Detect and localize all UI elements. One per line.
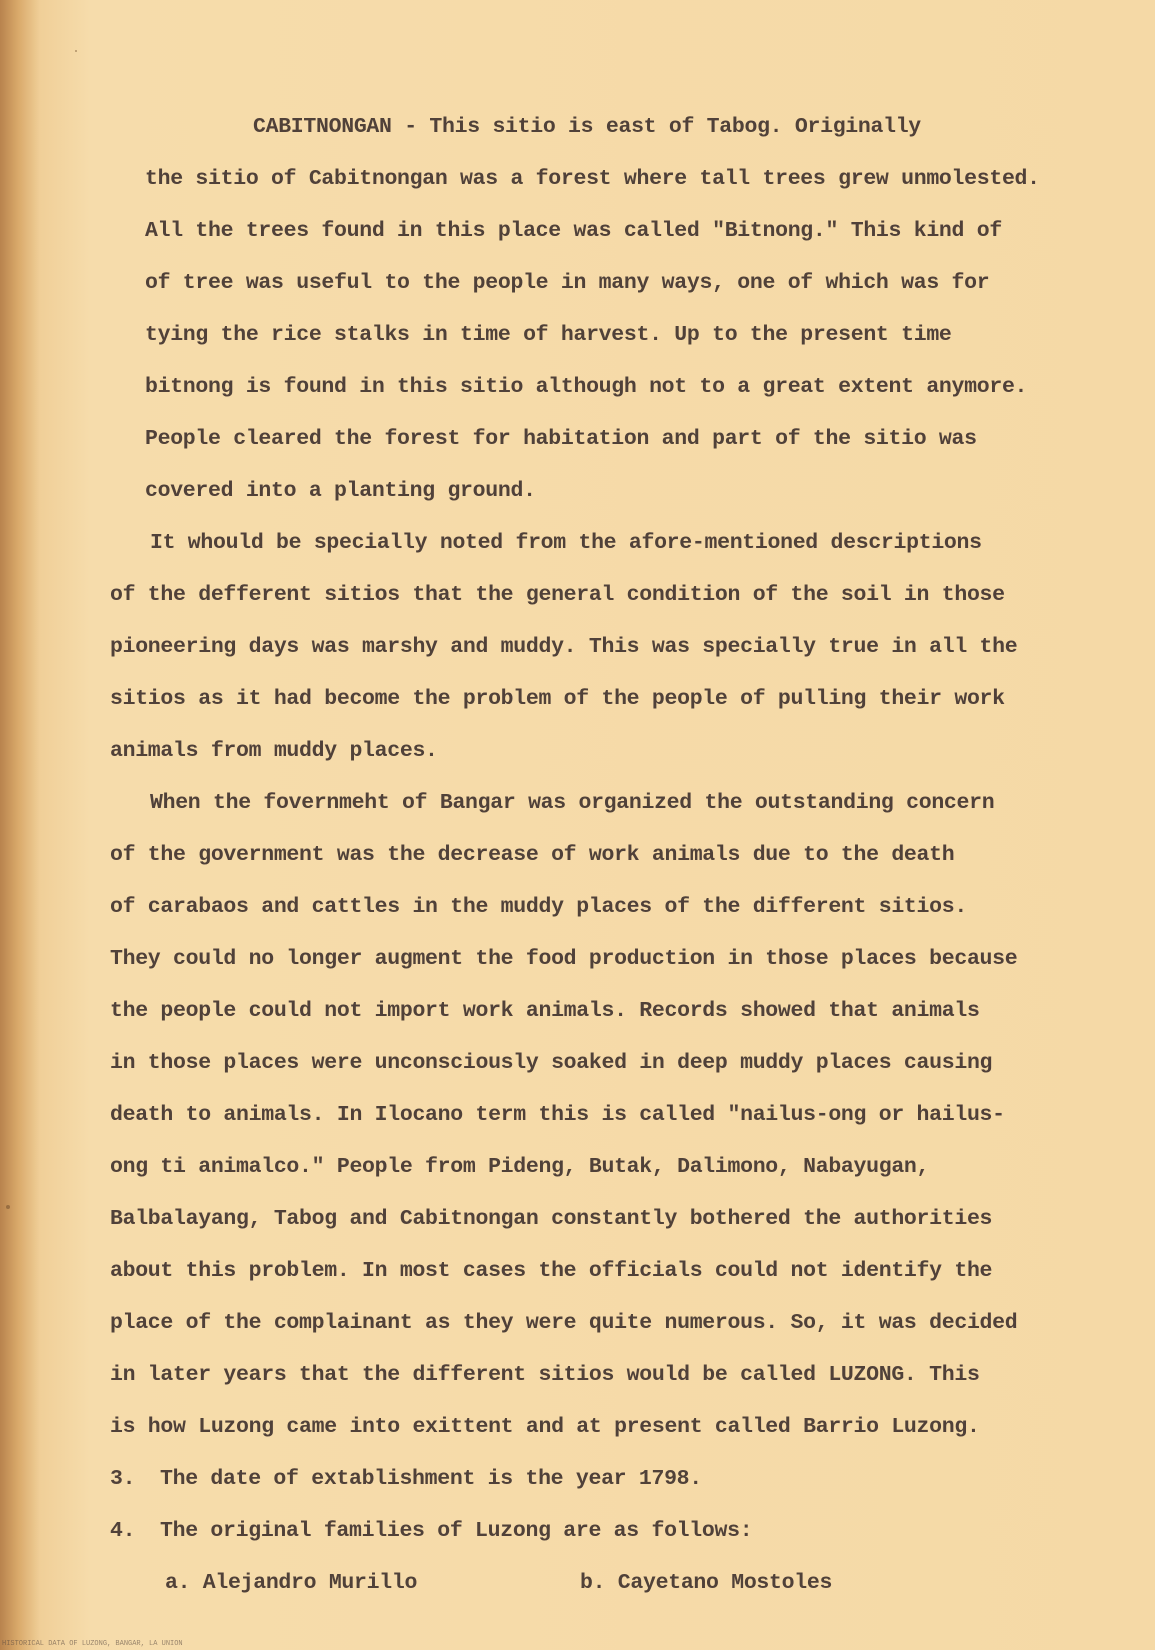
item-4 xyxy=(110,1519,752,1543)
text-line: ong ti animalco." People from Pideng, Butak, Dalimono, Nabayugan, xyxy=(110,1155,930,1179)
item-number: 4. xyxy=(110,1519,136,1543)
text-line: animals from muddy places. xyxy=(110,739,438,763)
text-line: the sitio of Cabitnongan was a forest where tall trees grew unmolested. xyxy=(145,167,1040,191)
text-line: of tree was useful to the people in many ways, one of which was for xyxy=(145,271,990,295)
text-line: in later years that the different sitios would be called LUZONG. This xyxy=(110,1363,980,1387)
item-number: 3. xyxy=(110,1467,136,1491)
text-line: When the fovernmeht of Bangar was organized the outstanding concern xyxy=(150,791,995,815)
text-line: covered into a planting ground. xyxy=(145,479,536,503)
text-line: CABITNONGAN - This sitio is east of Tabog. Originally xyxy=(253,115,921,139)
text-line: pioneering days was marshy and muddy. This was specially true in all the xyxy=(110,635,1018,659)
text-line: bitnong is found in this sitio although not to a great extent anymore. xyxy=(145,375,1028,399)
text-line: death to animals. In Ilocano term this is called "nailus-ong or hailus- xyxy=(110,1103,1005,1127)
text-line: tying the rice stalks in time of harvest. Up to the present time xyxy=(145,323,952,347)
text-line: in those places were unconsciously soaked in deep muddy places causing xyxy=(110,1051,993,1075)
microfilm-footer: HISTORICAL DATA OF LUZONG, BANGAR, LA UNION xyxy=(2,1640,183,1648)
text-line: about this problem. In most cases the officials could not identify the xyxy=(110,1259,993,1283)
family-b: b. Cayetano Mostoles xyxy=(580,1571,833,1595)
text-line: is how Luzong came into exittent and at present called Barrio Luzong. xyxy=(110,1415,980,1439)
text-line: It whould be specially noted from the afore-mentioned descriptions xyxy=(150,531,982,555)
text-line: of the defferent sitios that the general condition of the soil in those xyxy=(110,583,1005,607)
text-line: Balbalayang, Tabog and Cabitnongan constantly bothered the authorities xyxy=(110,1207,993,1231)
text-line: All the trees found in this place was called "Bitnong." This kind of xyxy=(145,219,1002,243)
item-3 xyxy=(110,1467,702,1491)
text-line: place of the complainant as they were quite numerous. So, it was decided xyxy=(110,1311,1018,1335)
text-line: They could no longer augment the food production in those places because xyxy=(110,947,1018,971)
text-line: of the government was the decrease of work animals due to the death xyxy=(110,843,955,867)
item-text: The original families of Luzong are as follows: xyxy=(160,1519,753,1543)
item-text: The date of extablishment is the year 1798. xyxy=(160,1467,702,1491)
text-line: of carabaos and cattles in the muddy places of the different sitios. xyxy=(110,895,967,919)
text-line: People cleared the forest for habitation and part of the sitio was xyxy=(145,427,977,451)
text-line: the people could not import work animals. Records showed that animals xyxy=(110,999,980,1023)
family-a: a. Alejandro Murillo xyxy=(165,1571,418,1595)
text-line: sitios as it had become the problem of the people of pulling their work xyxy=(110,687,1005,711)
